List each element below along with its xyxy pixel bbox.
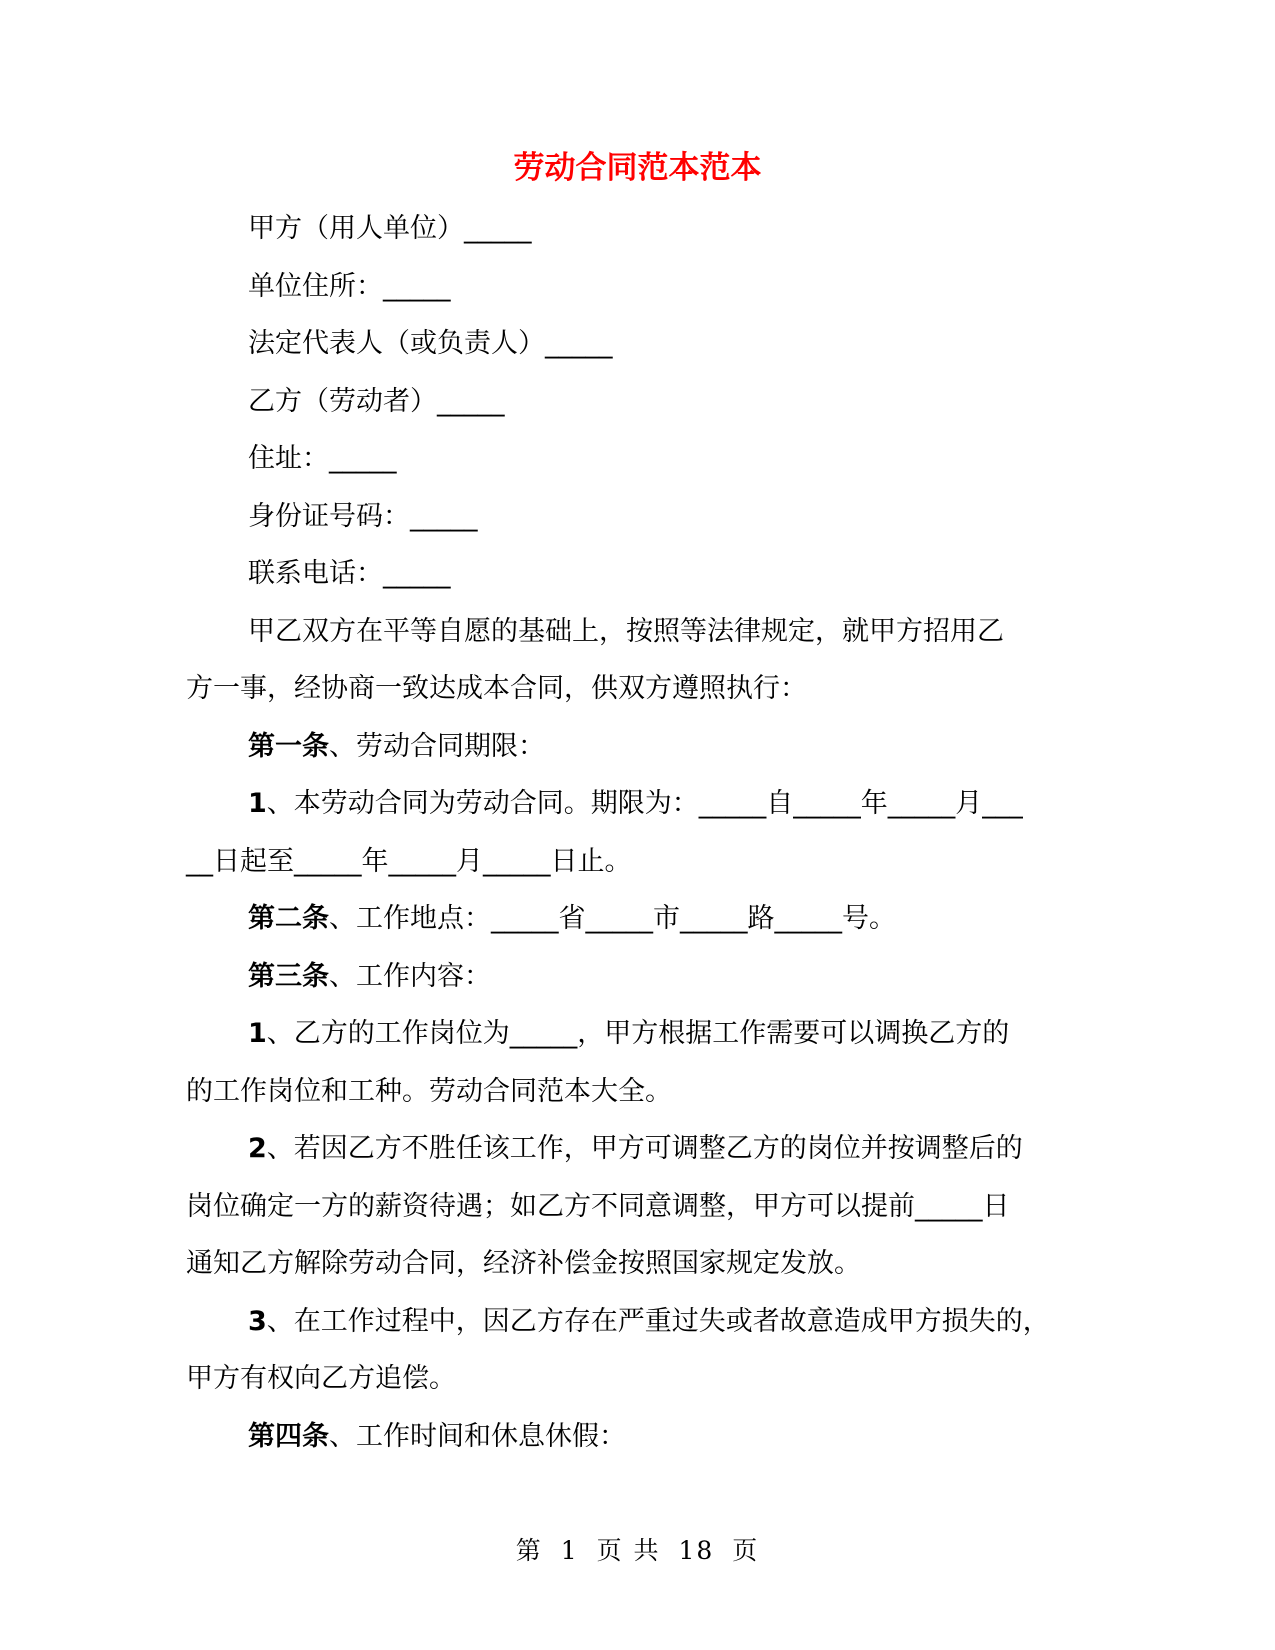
- text-line: [186, 948, 1106, 1006]
- line-text: 、本劳动合同为劳动合同。期限为：_____自_____年_____月___: [266, 788, 1023, 819]
- line-text: 、劳动合同期限：: [329, 730, 545, 762]
- text-line: [186, 603, 1106, 661]
- line-text: 甲方（用人单位）_____: [248, 213, 532, 244]
- line-text: 、乙方的工作岗位为_____，甲方根据工作需要可以调换乙方的: [266, 1018, 1010, 1049]
- line-text: 身份证号码：_____: [248, 500, 478, 532]
- text-line: [186, 373, 1106, 431]
- footer-middle: 页 共: [596, 1536, 661, 1565]
- text-line: [186, 1350, 1106, 1408]
- text-line: [186, 258, 1106, 316]
- text-line: [186, 315, 1106, 373]
- text-line: [186, 660, 1106, 718]
- line-text: 、工作时间和休息休假：: [329, 1420, 626, 1452]
- text-line: [186, 1235, 1106, 1293]
- text-line: [186, 200, 1106, 258]
- document-title: 劳动合同范本范本: [513, 150, 762, 186]
- clause-heading: 第四条: [248, 1420, 329, 1452]
- clause-heading: 第三条: [248, 960, 329, 992]
- footer-total-pages: 18: [678, 1536, 715, 1565]
- document-body: [186, 200, 1106, 1465]
- line-text: __日起至_____年_____月_____日止。: [186, 845, 632, 877]
- line-text: 乙方（劳动者）_____: [248, 385, 505, 417]
- page-footer: [0, 1535, 1275, 1567]
- footer-suffix: 页: [732, 1536, 760, 1565]
- line-text: 甲乙双方在平等自愿的基础上，按照等法律规定，就甲方招用乙: [248, 615, 1004, 647]
- text-line: [186, 890, 1106, 948]
- text-line: [186, 545, 1106, 603]
- clause-heading: 2: [248, 1133, 267, 1164]
- text-line: [186, 488, 1106, 546]
- text-line: [186, 775, 1106, 833]
- text-line: [186, 1005, 1106, 1063]
- text-line: [186, 430, 1106, 488]
- text-line: [186, 1063, 1106, 1121]
- clause-heading: 3: [248, 1305, 267, 1337]
- text-line: [186, 833, 1106, 891]
- line-text: 、在工作过程中，因乙方存在严重过失或者故意造成甲方损失的，: [266, 1305, 1050, 1337]
- line-text: 的工作岗位和工种。劳动合同范本大全。: [186, 1075, 672, 1107]
- line-text: 住址：_____: [248, 443, 397, 474]
- text-line: [186, 718, 1106, 776]
- line-text: 甲方有权向乙方追偿。: [186, 1363, 456, 1394]
- text-line: [186, 1293, 1106, 1351]
- line-text: 方一事，经协商一致达成本合同，供双方遵照执行：: [186, 673, 807, 704]
- text-line: [186, 1408, 1106, 1466]
- line-text: 单位住所：_____: [248, 270, 451, 302]
- line-text: 、工作地点：_____省_____市_____路_____号。: [329, 903, 896, 934]
- line-text: 联系电话：_____: [248, 558, 451, 589]
- line-text: 通知乙方解除劳动合同，经济补偿金按照国家规定发放。: [186, 1248, 861, 1279]
- clause-heading: 1: [248, 788, 267, 819]
- clause-heading: 第一条: [248, 730, 329, 762]
- line-text: 岗位确定一方的薪资待遇；如乙方不同意调整，甲方可以提前_____日: [186, 1190, 1010, 1222]
- text-line: [186, 1178, 1106, 1236]
- footer-prefix: 第: [515, 1536, 543, 1565]
- clause-heading: 第二条: [248, 903, 329, 934]
- line-text: 、若因乙方不胜任该工作，甲方可调整乙方的岗位并按调整后的: [266, 1133, 1023, 1164]
- footer-page-number: 1: [560, 1536, 579, 1565]
- line-text: 法定代表人（或负责人）_____: [248, 328, 613, 359]
- line-text: 、工作内容：: [329, 960, 491, 992]
- text-line: [186, 1120, 1106, 1178]
- clause-heading: 1: [248, 1018, 267, 1049]
